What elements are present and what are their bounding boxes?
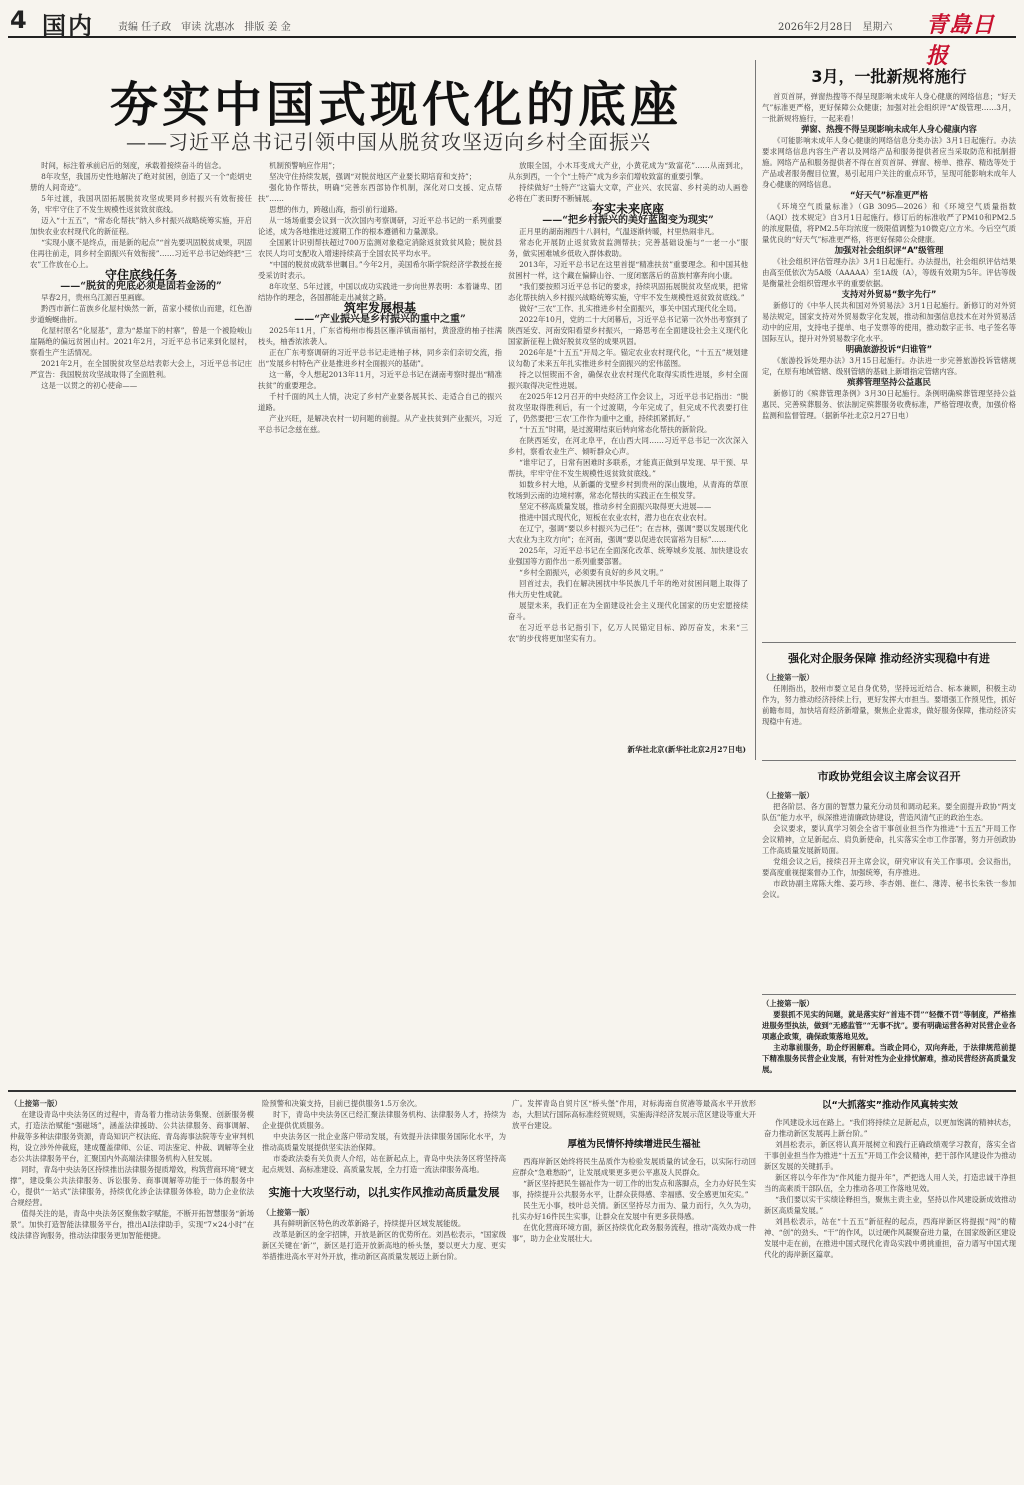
paragraph: 在优化营商环境方面，新区持续优化政务服务流程，推动“高效办成一件事”，助力企业发展壮大。 <box>512 1223 756 1243</box>
paragraph: 具有鲜明新区特色的改革新路子，持续提升区域发展能级。 <box>273 1219 466 1228</box>
paragraph: 2026年是“十五五”开局之年。锚定农业农村现代化，“十五五”规划建议勾勒了未来五年扎实推进乡村全面振兴的宏伟蓝图。 <box>508 348 748 368</box>
continued-tag: （上接第一版） <box>762 673 814 682</box>
paragraph: “谁牢记了，日常有困难时多联系，才能真正做到早发现、早干预、早帮扶，牢牢守住不发生规模性返贫致贫底线。” <box>508 458 748 478</box>
paragraph: 回首过去，我们在解决困扰中华民族几千年的绝对贫困问题上取得了伟大历史性成就。 <box>508 579 748 599</box>
paragraph: 《可能影响未成年人身心健康的网络信息分类办法》3月1日起施行。办法要求网络信息内容生产者以及网络产品和服务提供者应当采取防范和抵制措施。网络产品和服务提供者不得在首页首屏、弹窗、榜单、推荐、精选等处于产品或者服务醒目位置，易引起用户关注的重点环节，呈现可能影响未成年人身心健康的网络信息。 <box>762 136 1016 189</box>
paragraph: 化屋村原名“化屋基”，意为“悬崖下的村寨”，曾是一个被险峻山崖隔绝的偏远贫困山村。2021年2月，习近平总书记来到化屋村，察看生产生活情况。 <box>30 326 252 357</box>
column-divider <box>755 60 756 760</box>
article-service-guarantee <box>762 648 1016 756</box>
article-new-regulations-body <box>762 91 1016 421</box>
paragraph: 早春2月，贵州乌江源百里画廊。 <box>41 293 150 302</box>
lead-column-3 <box>508 160 748 752</box>
paragraph: 展望未来，我们正在为全面建设社会主义现代化国家的历史宏愿接续奋斗。 <box>508 601 748 621</box>
article-cppcc-meeting-body <box>762 790 1016 900</box>
paragraph: 全国累计识别帮扶超过700万监测对象稳定消除返贫致贫风险；脱贫县农民人均可支配收入增速持续高于全国农民平均水平。 <box>258 238 502 258</box>
masthead <box>8 6 1016 69</box>
continued-tag: （上接第一版） <box>762 999 814 1008</box>
lead-credit: 新华社北京(新华社北京2月27日电) <box>627 745 746 754</box>
article-service-guarantee-title: 强化对企服务保障 推动经济实现稳中有进 <box>788 652 990 665</box>
paragraph: 如数乡村大地，从新疆的戈壁乡村到贵州的深山腹地，从青海的草原牧场到云南的边境村寨，常态化帮扶的实践正在生根发芽。 <box>508 480 748 500</box>
paragraph: 强化协作帮扶，明确“完善东西部协作机制，深化对口支援、定点帮扶”…… <box>258 183 502 203</box>
paragraph: 新区将以今年作为“作风能力提升年”，严把选人用人关，打造忠诚干净担当的高素质干部队伍，全力推动各项工作落地见效。 <box>764 1173 1016 1193</box>
paragraph: 民生无小事，枝叶总关情。新区坚持尽力而为、量力而行，久久为功，扎实办好16件民生实事，让群众在发展中有更多获得感。 <box>512 1201 756 1221</box>
paragraph: 《旅游投诉处理办法》3月15日起施行。办法进一步完善旅游投诉管辖规定，在原有地域管辖、级别管辖的基础上新增指定管辖内容。 <box>762 356 1016 376</box>
lead-column-2 <box>258 160 502 660</box>
paragraph: 黔西市新仁苗族乡化屋村焕然一新，苗家小楼依山而建，红色游步道蜿蜒曲折。 <box>30 304 252 324</box>
paragraph: 改革是新区的金字招牌，开放是新区的优势所在。刘昌松表示，“国家级新区关键在‘新’”，新区是打造开放新高地的桥头堡，要以更大力度、更实举措推进高水平对外开放，推动新区高质量发展迈上新台阶。 <box>262 1230 506 1261</box>
paragraph: “我们要按照习近平总书记的要求，持续巩固拓展脱贫攻坚成果，把常态化帮扶纳入乡村振兴战略统筹实施，守牢不发生规模性返贫致贫底线。” <box>508 282 748 302</box>
paragraph: 迈入“十五五”，“常态化帮扶”纳入乡村振兴战略统筹实施，开启加快农业农村现代化的新征程。 <box>30 216 252 236</box>
section-heading-3: 夯实未来底座 <box>591 202 664 216</box>
article-cppcc-meeting <box>762 766 1016 990</box>
paragraph: 这一幕，令人想起2013年11月，习近平总书记在湖南考察时提出“精准扶贫”的重要理念。 <box>258 370 502 390</box>
paragraph: 千村千面的风土人情，决定了乡村产业要各展其长、走适合自己的振兴道路。 <box>258 392 502 412</box>
paragraph: 在陕西延安，在河北阜平，在山西大同……习近平总书记一次次深入乡村，察看农业生产、倾听群众心声。 <box>508 436 748 456</box>
paragraph: 2025年11月，广东省梅州市梅县区雁洋镇南福村，黄澄澄的柚子挂满枝头，柚香浓浓袭人。 <box>258 326 502 346</box>
paragraph: “新区坚持把民生福祉作为一切工作的出发点和落脚点，全力办好民生实事，持续提升公共服务水平，让群众获得感、幸福感、安全感更加充实。” <box>512 1179 756 1199</box>
paragraph: 机制预警响应作用”； <box>269 161 340 170</box>
paragraph: 时间，标注着承前启后的刻度，承载着接续奋斗的信念。 <box>41 161 226 170</box>
bottom-column-2 <box>262 1098 506 1482</box>
paragraph: 时下，青岛中央法务区已经汇聚法律服务机构、法律服务人才，持续为企业提供优质服务。 <box>262 1110 506 1130</box>
paragraph: “中国的脱贫成就举世瞩目。”今年2月，美国希尔斯学院经济学教授在接受采访时表示。 <box>258 260 502 280</box>
paragraph: 持之以恒锲而不舍，确保农业农村现代化取得实质性进展，乡村全面振兴取得决定性进展。 <box>508 370 748 390</box>
item-heading: 明确旅游投诉“归谁管” <box>845 344 933 354</box>
section-divider <box>8 1090 1016 1092</box>
section-heading-1: 守住底线任务 <box>104 268 177 282</box>
article-style-title: 以“大抓落实”推动作风真转实效 <box>822 1100 958 1111</box>
issue-date: 2026年2月28日 星期六 <box>778 22 893 33</box>
paragraph: “我们要以实干实绩诠释担当，聚焦主责主业，坚持以作风建设新成效推动新区高质量发展。” <box>764 1195 1016 1215</box>
lead-subhead: ——习近平总书记引领中国从脱贫攻坚迈向乡村全面振兴 <box>126 130 651 154</box>
continued-tag: （上接第一版） <box>10 1099 62 1108</box>
article-divider <box>762 760 1016 761</box>
paragraph: 2013年，习近平总书记在这里首提“精准扶贫”重要理念。和中国其他贫困村一样，这个藏在偏僻山谷、一度闭塞落后的苗族村寨奔向小康。 <box>508 260 748 280</box>
paragraph: 正月里的湖南湘西十八洞村，气温逐渐转暖，村里热闹非凡。 <box>519 227 719 236</box>
paragraph: 在2025年12月召开的中央经济工作会议上，习近平总书记指出：“脱贫攻坚取得胜利后，有一个过渡期，今年完成了，但完成不代表要打住了，仍然要把‘三农’工作作为重中之重，持续抓紧抓好。” <box>508 392 748 423</box>
paragraph: 作风建设永远在路上。“我们将持续立足新起点，以更加饱满的精神状态，奋力推动新区发展再上新台阶。” <box>764 1118 1016 1138</box>
paragraph: 正在广东考察调研的习近平总书记走进柚子林，同乡亲们亲切交流，指出“发展乡村特色产业是推进乡村全面振兴的基础”。 <box>258 348 502 368</box>
paragraph: “十五五”时期，是过渡期结束后转向常态化帮扶的新阶段。 <box>519 425 712 434</box>
paragraph: 广。发挥青岛自贸片区“桥头堡”作用，对标海南自贸港等最高水平开放形态，大胆试行国际高标准经贸规则，实施海洋经济发展示范区建设等重大开放平台建设。 <box>512 1099 756 1130</box>
paragraph: 西海岸新区始终将民生品质作为检验发展质量的试金石，以实际行动回应群众“急难愁盼”，让发展成果更多更公平惠及人民群众。 <box>512 1157 756 1177</box>
item-heading: “好天气”标准更严格 <box>849 190 928 200</box>
item-heading: 支持对外贸易“数字先行” <box>841 289 937 299</box>
item-heading: 加强对社会组织评“A”级管理 <box>834 245 944 255</box>
paragraph: 做好“三农”工作、扎实推进乡村全面振兴，事关中国式现代化全局。 <box>519 304 741 313</box>
section-subheading-1: ——“脱贫的兜底必须是固若金汤的” <box>60 281 222 292</box>
paragraph: 思想的伟力，跨越山海，指引前行道路。 <box>269 205 403 214</box>
bottom-column-1 <box>10 1098 254 1482</box>
paragraph: 任刚指出，胶州市要立足自身优势，坚持远近结合、标本兼顾，积极主动作为，努力推动经济持续上行，更好发挥大市担当。要增强工作预见性，抓好前瞻布局，加快培育经济新增量，聚焦企业需求，做好服务保障，推动经济实现稳中有进。 <box>762 684 1016 726</box>
paragraph: 刘昌松表示，站在“十五五”新征程的起点，西海岸新区将提振“闯”的精神、“创”的劲头、“干”的作风，以过硬作风凝聚奋进力量，在国家级新区建设发展中走在前，在推进中国式现代化青岛实践中勇挑重担，奋力谱写中国式现代化的海岸新区篇章。 <box>764 1217 1016 1259</box>
article-ten-actions-title: 实施十大攻坚行动，以扎实作风推动高质量发展 <box>268 1186 500 1199</box>
paragraph: 首页首屏，弹窗热搜等不得呈现影响未成年人身心健康的网络信息；“好天气”标准更严格，更好保障公众健康；加强对社会组织评“A”级管理……3月，一批新规将施行，一起来看！ <box>762 92 1016 123</box>
paragraph: 在建设青岛中央法务区的过程中，青岛着力推动法务集聚、创新服务模式，打造法治赋能“强磁场”，涵盖法律援助、公共法律服务、商事调解、仲裁等多种法律服务资源，青岛知识产权法庭、青岛海事法院等专业审判机构，设立涉外仲裁庭，建成覆盖律师、公证、司法鉴定、仲裁、调解等全业态公共法律服务平台，汇聚国内外高端法律服务机构入驻发展。 <box>10 1110 254 1163</box>
lead-headline: 夯实中国式现代化的底座 <box>110 77 683 133</box>
item-heading: 弹窗、热搜不得呈现影响未成年人身心健康内容 <box>801 124 977 134</box>
article-cppcc-meeting-title: 市政协党组会议主席会议召开 <box>817 770 961 783</box>
section-heading-2: 筑牢发展根基 <box>343 301 416 315</box>
editor-credits: 责编 任子政 审读 沈惠冰 排版 姜 金 <box>118 22 291 33</box>
article-livelihood-title: 厚植为民情怀持续增进民生福祉 <box>567 1139 701 1150</box>
paragraph: 持续做好“土特产”这篇大文章，产业兴、农民富、乡村美的动人画卷必将在广袤田野不断铺展。 <box>508 183 748 203</box>
continued-tag: （上接第一版） <box>262 1208 314 1217</box>
page-number: 4 <box>10 6 27 34</box>
paragraph: 新修订的《中华人民共和国对外贸易法》3月1日起施行。新修订的对外贸易法规定，国家支持对外贸易数字化发展，推动和加强信息技术在对外贸易活动中的应用，支持电子提单、电子发票等的使用，推动数字正书、电子签名等国际互认，提升对外贸易数字化水平。 <box>762 301 1016 343</box>
item-heading: 殡葬管理坚持公益惠民 <box>847 377 931 387</box>
paragraph: 党组会议之后，接续召开主席会议，研究审议有关工作事项。会议指出，要高度重视提案督办工作，加强统筹，有序推进。 <box>762 857 1016 877</box>
paragraph: 在习近平总书记指引下，亿万人民锚定目标、踔厉奋发，未来“三农”的步伐将更加坚实有力。 <box>508 623 748 643</box>
paragraph: 《社会组织评估管理办法》3月1日起施行。办法提出，社会组织评估结果由高至低依次为5A级（AAAAA）至1A级（A），等级有效期为5年。评估等级是衡量社会组织管理水平的重要依据。 <box>762 257 1016 288</box>
bottom-column-3 <box>512 1098 756 1482</box>
paragraph: 2025年，习近平总书记在全面深化改革、统筹城乡发展、加快建设农业强国等方面作出一系列重要部署。 <box>508 546 748 566</box>
paragraph: 这是一以贯之的初心使命—— <box>41 381 138 390</box>
paragraph: 市政协副主席陈大维、姜巧珍、李杏娟、崔仁、薄涛、秘书长朱铁一参加会议。 <box>762 879 1016 899</box>
paragraph: 险预警和决策支持，目前已提供服务1.5万余次。 <box>262 1099 422 1108</box>
paragraph: 坚决守住持续发展，强调“对脱贫地区产业要长期培育和支持”； <box>269 172 477 181</box>
section-name: 国内 <box>42 12 94 40</box>
paragraph: 2022年10月，党的二十大闭幕后，习近平总书记第一次外出考察到了陕西延安、河南安阳看望乡村振兴，一路思考在全面建设社会主义现代化国家新征程上做好脱贫攻坚的成果巩固。 <box>508 315 748 346</box>
paragraph: “实现小康不是终点，而是新的起点”“首先要巩固脱贫成果，巩固住再往前走，同乡村全面振兴有效衔接”……习近平总书记始终把“三农”工作放在心上。 <box>30 238 252 269</box>
article-divider <box>762 994 1016 995</box>
continued-tag: （上接第一版） <box>762 791 814 800</box>
paragraph: 刘昌松表示，新区将认真开展树立和践行正确政绩观学习教育，落实全省干事创业担当作为推进“十五五”开局工作会议精神，把干部作风建设作为推动新区发展的关键抓手。 <box>764 1140 1016 1171</box>
section-subheading-3: ——“把乡村振兴的美好蓝图变为现实” <box>542 215 714 226</box>
paragraph: 《环境空气质量标准》（GB 3095—2026）和《环境空气质量指数（AQI）技术规定》自3月1日起施行。修订后的标准收严了PM10和PM2.5的浓度限值，将PM2.5年均浓度一级限值调整为10微克/立方米。今后空气质量优良的“好天气”标准更严格，将更好保障公众健康。 <box>762 202 1016 244</box>
paragraph: 中央法务区一批企业落户带动发展，有效提升法律服务国际化水平，为推动高质量发展提供坚实法治保障。 <box>262 1132 506 1152</box>
paragraph: 5年过渡，我国巩固拓展脱贫攻坚成果同乡村振兴有效衔接任务，牢牢守住了不发生规模性返贫致贫底线。 <box>30 194 252 214</box>
bottom-column-4 <box>764 1098 1016 1482</box>
section-subheading-2: ——“产业振兴是乡村振兴的重中之重” <box>294 314 466 325</box>
newspaper-logo: 青島日报 <box>926 13 996 69</box>
paragraph: 在辽宁，强调“要以乡村振兴为己任”；在吉林，强调“要以发展现代化大农业为主攻方向”；在河南，强调“要以促进农民富裕为目标”…… <box>508 524 748 544</box>
paragraph: 推进中国式现代化，短板在农业农村，潜力也在农业农村。 <box>519 513 712 522</box>
paragraph: 8年攻坚、5年过渡，中国以成功实践进一步向世界表明：本着谦卑、团结协作的理念，各国都能走出减贫之路。 <box>258 282 502 302</box>
paragraph: 同时，青岛中央法务区持续推出法律服务提质增效，构筑营商环境“硬支撑”，建设集公共法律服务、诉讼服务、商事调解等功能于一体的服务中心，提供“一站式”法律服务，持续优化涉企法律服务体验，助力企业依法合规经营。 <box>10 1165 254 1207</box>
paragraph: 主动靠前服务，助企纾困解难。当政企同心，双向奔赴，于法律规范前提下精准服务民营企业发展，有针对性为企业排忧解难，推动民营经济高质量发展。 <box>762 1043 1016 1074</box>
paragraph: 新修订的《殡葬管理条例》3月30日起施行。条例明确殡葬管理坚持公益惠民、完善殡葬服务、依法制定殡葬服务收费标准，严格管理收费，加强价格监测和监督管理。（据新华社北京2月27日电） <box>762 389 1016 420</box>
paragraph: 市委政法委有关负责人介绍，站在新起点上，青岛中央法务区将坚持高起点规划、高标准建设、高质量发展，全力打造一流法律服务高地。 <box>262 1154 506 1174</box>
paragraph: 把各阶层、各方面的智慧力量充分动员和调动起来。要全面提升政协“两支队伍”能力水平，纵深推进清廉政协建设，营造风清气正的政治生态。 <box>762 802 1016 822</box>
lead-column-1 <box>30 160 252 660</box>
article-new-regulations-title: 3月，一批新规将施行 <box>811 67 967 86</box>
paragraph: 产业兴旺，是解决农村一切问题的前提。从产业扶贫到产业振兴，习近平总书记念兹在兹。 <box>258 414 502 434</box>
paragraph: 8年攻坚，我国历史性地解决了绝对贫困，创造了又一个“彪炳史册的人间奇迹”。 <box>30 172 252 192</box>
article-divider <box>762 642 1016 643</box>
article-business-environment <box>762 998 1016 1082</box>
paragraph: 会议要求，要认真学习领会全省干事创业担当作为推进“十五五”开局工作会议精神，立足新起点、肩负新使命，扎实落实全市工作部署，努力开创政协工作高质量发展新局面。 <box>762 824 1016 855</box>
paragraph: 常态化开展防止返贫致贫监测帮扶；完善基础设施与“一老一小”服务，做实困难城乡低收入群体救助。 <box>508 238 748 258</box>
paragraph: 2021年2月，在全国脱贫攻坚总结表彰大会上，习近平总书记庄严宣告：我国脱贫攻坚战取得了全面胜利。 <box>30 359 252 379</box>
paragraph: 要狠抓不见实的问题，就是落实好“首违不罚”“轻微不罚”等制度，严格推进服务型执法，做到“无感监管”“无事不扰”。要有明确运营各种对民营企业各项惠企政策，确保政策落地见效。 <box>762 1010 1016 1041</box>
paragraph: 放眼全国，小木耳变成大产业，小黄花成为“致富花”……从南到北，从东到西，一个个“土特产”成为乡亲们增收致富的重要引擎。 <box>508 161 748 181</box>
paragraph: “乡村全面振兴，必须要有良好的乡风文明。” <box>519 568 664 577</box>
paragraph: 值得关注的是，青岛中央法务区聚焦数字赋能，不断开拓智慧服务“新场景”。加快打造智能法律服务平台，推出AI法律助手，实现“7×24小时”在线法律咨询服务，推动法律服务更加智能便捷。 <box>10 1209 254 1240</box>
paragraph: 从一场场重要会议到一次次国内考察调研，习近平总书记的一系列重要论述，成为各地推进过渡期工作的根本遵循和力量源泉。 <box>258 216 502 236</box>
article-service-guarantee-body <box>762 672 1016 727</box>
paragraph: 坚定不移高质量发展，推动乡村全面振兴取得更大进展—— <box>519 502 712 511</box>
